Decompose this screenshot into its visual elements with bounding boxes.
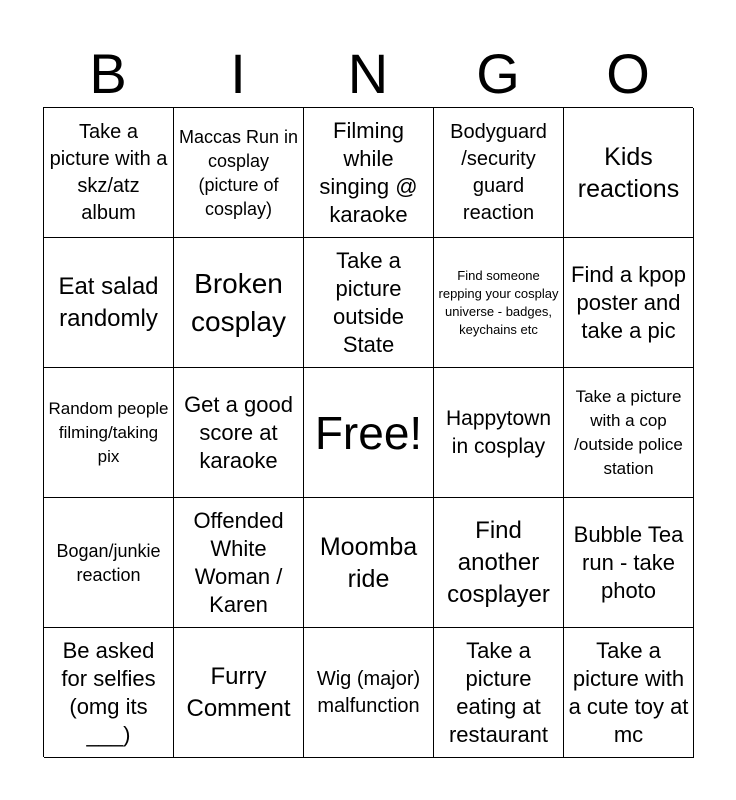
cell-text: Bubble Tea run - take photo <box>573 521 684 603</box>
cell-text: Be asked for selfies (omg its ___) <box>61 637 156 747</box>
cell-text: Take a picture with a cop /outside police station <box>574 386 683 478</box>
cell-text: Get a good score at karaoke <box>184 391 293 473</box>
bingo-cell[interactable] <box>434 498 564 628</box>
bingo-cell[interactable] <box>44 108 174 238</box>
bingo-cell[interactable] <box>564 238 694 368</box>
bingo-cell[interactable] <box>564 368 694 498</box>
bingo-cell[interactable] <box>434 628 564 758</box>
bingo-cell[interactable] <box>304 108 434 238</box>
header-letter-b: B <box>89 42 127 105</box>
cell-text: Eat salad randomly <box>58 272 159 332</box>
bingo-cell[interactable] <box>304 498 434 628</box>
bingo-cell[interactable] <box>174 238 304 368</box>
cell-text: Free! <box>314 406 423 459</box>
bingo-cell[interactable] <box>44 498 174 628</box>
cell-text: Broken cosplay <box>191 267 286 337</box>
bingo-cell[interactable] <box>564 628 694 758</box>
bingo-cell[interactable] <box>434 108 564 238</box>
bingo-cell[interactable] <box>174 108 304 238</box>
header-letter-i: I <box>230 42 246 105</box>
bingo-header <box>43 40 693 108</box>
bingo-cell[interactable] <box>434 368 564 498</box>
cell-text: Bogan/junkie reaction <box>56 540 161 585</box>
cell-text: Find a kpop poster and take a pic <box>571 261 686 343</box>
bingo-cell[interactable] <box>44 628 174 758</box>
cell-text: Wig (major) malfunction <box>316 667 421 717</box>
bingo-board <box>43 107 693 757</box>
header-letter-g: G <box>476 42 520 105</box>
cell-text: Offended White Woman / Karen <box>193 507 284 617</box>
cell-text: Filming while singing @ karaoke <box>319 117 418 227</box>
cell-text: Maccas Run in cosplay (picture of cosplay) <box>178 126 299 219</box>
cell-text: Moomba ride <box>319 532 418 593</box>
bingo-cell[interactable] <box>564 108 694 238</box>
cell-text: Find someone repping your cosplay universe - badges, keychains etc <box>438 267 559 337</box>
header-letter-o: O <box>606 42 650 105</box>
bingo-cell[interactable] <box>174 628 304 758</box>
header-letter-n: N <box>347 42 389 105</box>
bingo-cell[interactable] <box>564 498 694 628</box>
bingo-cell[interactable] <box>44 238 174 368</box>
bingo-cell[interactable] <box>304 238 434 368</box>
bingo-cell[interactable] <box>304 628 434 758</box>
cell-text: Take a picture eating at restaurant <box>448 637 549 747</box>
cell-text: Take a picture with a skz/atz album <box>49 120 168 224</box>
cell-text: Bodyguard /security guard reaction <box>450 120 547 224</box>
cell-text: Furry Comment <box>186 662 291 722</box>
bingo-cell[interactable] <box>174 498 304 628</box>
cell-text: Kids reactions <box>577 142 680 203</box>
cell-text: Find another cosplayer <box>447 516 550 608</box>
bingo-cell[interactable] <box>44 368 174 498</box>
cell-text: Random people filming/taking pix <box>48 398 169 466</box>
cell-text: Happytown in cosplay <box>445 406 552 458</box>
cell-text: Take a picture outside State <box>333 247 404 357</box>
free-space-cell[interactable] <box>304 368 434 498</box>
bingo-cell[interactable] <box>434 238 564 368</box>
bingo-cell[interactable] <box>174 368 304 498</box>
cell-text: Take a picture with a cute toy at mc <box>568 637 689 747</box>
